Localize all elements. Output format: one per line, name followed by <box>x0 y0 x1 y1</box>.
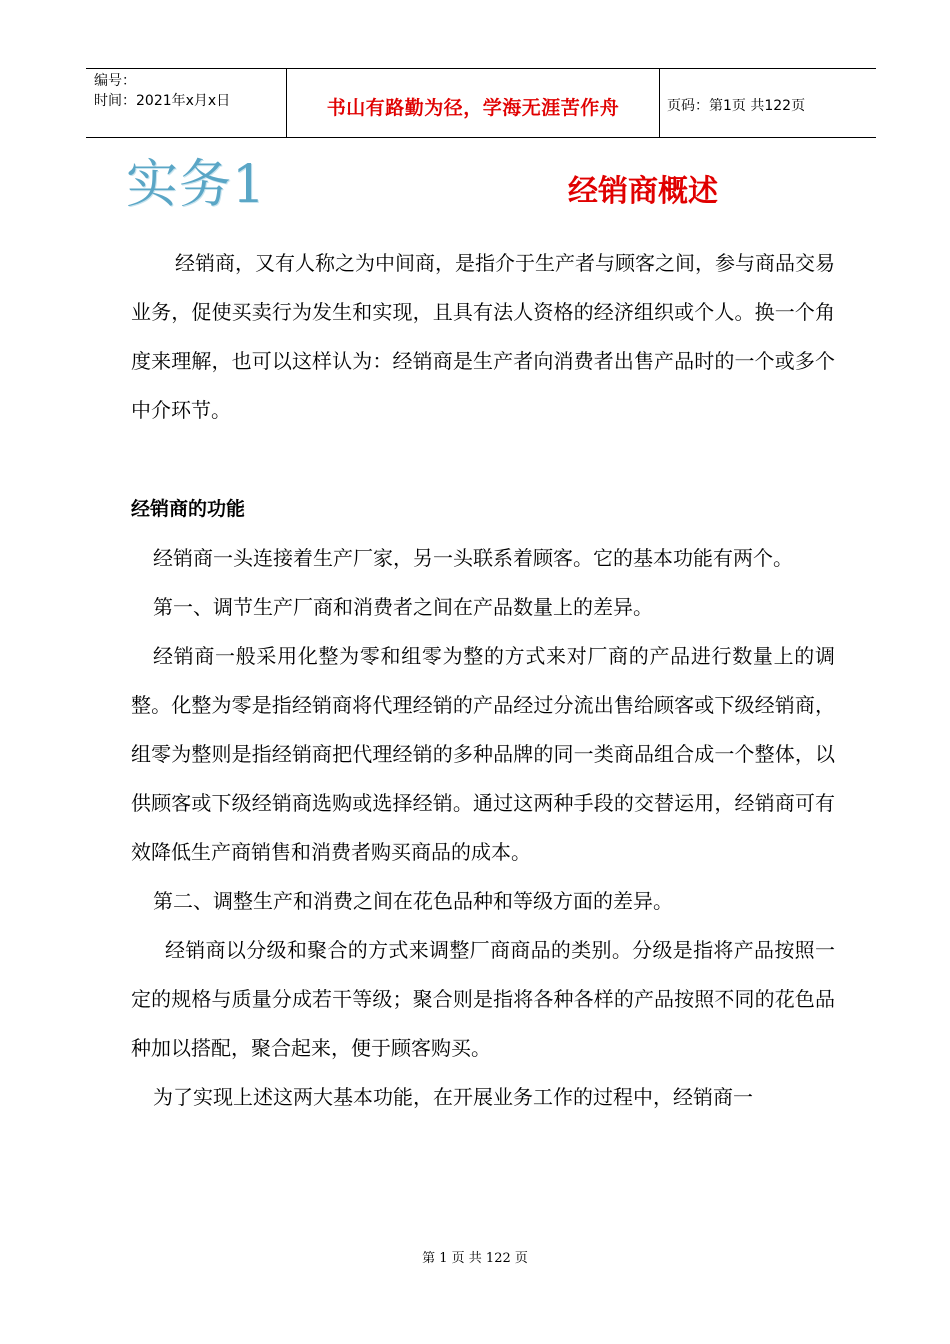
last-paragraph: 为了实现上述这两大基本功能，在开展业务工作的过程中，经销商一 <box>153 1085 753 1109</box>
document-body <box>131 239 835 1122</box>
time-label: 时间：2021年x月x日 <box>94 93 231 109</box>
second-function: 第二、调整生产和消费之间在花色品种和等级方面的差异。 <box>153 889 673 913</box>
section-heading: 经销商的功能 <box>131 498 246 520</box>
functions-paragraph: 经销商一头连接着生产厂家，另一头联系着顾客。它的基本功能有两个。 <box>153 546 793 570</box>
number-label: 编号： <box>94 73 136 89</box>
page-title: 经销商概述 <box>568 174 718 209</box>
spacer <box>131 435 835 485</box>
logo-text: 实务1 <box>126 155 267 215</box>
second-detail-paragraph: 经销商以分级和聚合的方式来调整厂商商品的类别。分级是指将产品按照一定的规格与质量分成若干等级；聚合则是指将各种各样的产品按照不同的花色品种加以搭配，聚合起来，便于顾客购买。 <box>131 938 835 1060</box>
page-footer: 第 1 页 共 122 页 <box>422 1251 528 1266</box>
first-function: 第一、调节生产厂商和消费者之间在产品数量上的差异。 <box>153 595 653 619</box>
intro-paragraph: 经销商，又有人称之为中间商，是指介于生产者与顾客之间，参与商品交易业务，促使买卖行为发生和实现，且具有法人资格的经济组织或个人。换一个角度来理解，也可以这样认为：经销商是生产者向消费者出售产品时的一个或多个中介环节。 <box>131 251 835 422</box>
header-middle-cell <box>286 69 660 137</box>
page-info: 页码：第1页 共122页 <box>667 98 806 114</box>
first-detail-paragraph: 经销商一般采用化整为零和组零为整的方式来对厂商的产品进行数量上的调整。化整为零是指经销商将代理经销的产品经过分流出售给顾客或下级经销商，组零为整则是指经销商把代理经销的多种品牌的同一类商品组合成一个整体，以供顾客或下级经销商选购或选择经销。通过这两种手段的交替运用，经销商可有效降低生产商销售和消费者购买商品的成本。 <box>131 644 835 864</box>
motto: 书山有路勤为径，学海无涯苦作舟 <box>326 97 620 119</box>
header-table <box>86 68 876 138</box>
header-left-cell <box>86 69 286 137</box>
header-right-cell <box>659 69 876 137</box>
